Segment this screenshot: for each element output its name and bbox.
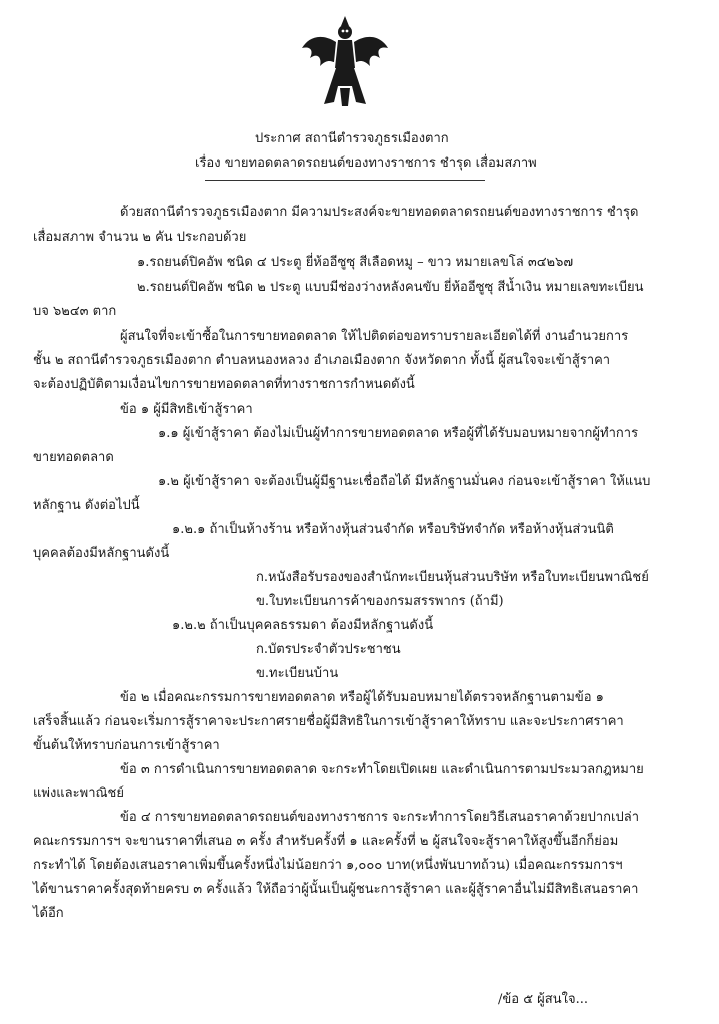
clause-sub-item: ก.หนังสือรับรองของสำนักทะเบียนหุ้นส่วนบริษัท หรือใบทะเบียนพาณิชย์ <box>256 570 649 585</box>
paragraph-line: จะต้องปฏิบัติตามเงื่อนไขการขายทอดตลาดที่ทางราชการกำหนดดังนี้ <box>33 377 415 392</box>
clause-line: ขั้นต้นให้ทราบก่อนการเข้าสู้ราคา <box>33 738 220 753</box>
clause-heading: ข้อ ๑ ผู้มีสิทธิเข้าสู้ราคา <box>120 402 253 417</box>
clause-line: ๑.๑ ผู้เข้าสู้ราคา ต้องไม่เป็นผู้ทำการขายทอดตลาด หรือผู้ที่ได้รับมอบหมายจากผู้ทำการ <box>158 426 639 441</box>
clause-line: แพ่งและพาณิชย์ <box>33 786 124 801</box>
announcement-heading: ประกาศ สถานีตำรวจภูธรเมืองตาก <box>255 131 449 146</box>
list-item: ๒.รถยนต์ปิคอัพ ชนิด ๒ ประตู แบบมีช่องว่างหลังคนขับ ยี่ห้ออีซูซุ สีน้ำเงิน หมายเลขทะเบียน <box>137 280 644 295</box>
clause-line: ๑.๒.๒ ถ้าเป็นบุคคลธรรมดา ต้องมีหลักฐานดังนี้ <box>172 618 434 633</box>
clause-line: ข้อ ๓ การดำเนินการขายทอดตลาด จะกระทำโดยเปิดเผย และดำเนินการตามประมวลกฎหมาย <box>120 762 644 777</box>
clause-line: คณะกรรมการฯ จะขานราคาที่เสนอ ๓ ครั้ง สำหรับครั้งที่ ๑ และครั้งที่ ๒ ผู้สนใจจะสู้ราคาให้สูงขึ้นอีกก็ย่อม <box>33 834 619 849</box>
clause-sub-item: ก.บัตรประจำตัวประชาชน <box>256 642 401 657</box>
paragraph-line: ชั้น ๒ สถานีตำรวจภูธรเมืองตาก ตำบลหนองหลวง อำเภอเมืองตาก จังหวัดตาก ทั้งนี้ ผู้สนใจจะเข้าสู้ราคา <box>33 353 611 368</box>
clause-line: เสร็จสิ้นแล้ว ก่อนจะเริ่มการสู้ราคาจะประกาศรายชื่อผู้มีสิทธิในการเข้าสู้ราคาให้ทราบ และจะประกาศราคา <box>33 714 624 729</box>
clause-sub-item: ข.ทะเบียนบ้าน <box>256 666 339 681</box>
clause-line: หลักฐาน ดังต่อไปนี้ <box>33 498 140 513</box>
continuation-note: /ข้อ ๕ ผู้สนใจ... <box>498 992 588 1007</box>
clause-line: ขายทอดตลาด <box>33 450 114 465</box>
clause-line: ๑.๒ ผู้เข้าสู้ราคา จะต้องเป็นผู้มีฐานะเชื่อถือได้ มีหลักฐานมั่นคง ก่อนจะเข้าสู้ราคา ให้แนบ <box>158 474 651 489</box>
clause-sub-item: ข.ใบทะเบียนการค้าของกรมสรรพากร (ถ้ามี) <box>256 594 504 609</box>
subject-heading: เรื่อง ขายทอดตลาดรถยนต์ของทางราชการ ชำรุด เสื่อมสภาพ <box>195 156 537 171</box>
paragraph-line: ผู้สนใจที่จะเข้าซื้อในการขายทอดตลาด ให้ไปติดต่อขอทราบรายละเอียดได้ที่ งานอำนวยการ <box>120 329 629 344</box>
clause-line: บุคคลต้องมีหลักฐานดังนี้ <box>33 546 170 561</box>
garuda-emblem-icon <box>300 12 390 108</box>
clause-line: ข้อ ๒ เมื่อคณะกรรมการขายทอดตลาด หรือผู้ได้รับมอบหมายได้ตรวจหลักฐานตามข้อ ๑ <box>120 690 604 705</box>
clause-line: ๑.๒.๑ ถ้าเป็นห้างร้าน หรือห้างหุ้นส่วนจำกัด หรือบริษัทจำกัด หรือห้างหุ้นส่วนนิติ <box>172 522 614 537</box>
header-divider <box>205 180 485 181</box>
paragraph-line: เสื่อมสภาพ จำนวน ๒ คัน ประกอบด้วย <box>33 230 247 245</box>
clause-line: ข้อ ๔ การขายทอดตลาดรถยนต์ของทางราชการ จะกระทำการโดยวิธีเสนอราคาด้วยปากเปล่า <box>120 810 640 825</box>
clause-line: ได้ขานราคาครั้งสุดท้ายครบ ๓ ครั้งแล้ว ให้ถือว่าผู้นั้นเป็นผู้ชนะการสู้ราคา และผู้สู้ราคาอื่นไม่มีสิทธิเสนอราคา <box>33 882 639 897</box>
list-item: ๑.รถยนต์ปิคอัพ ชนิด ๔ ประตู ยี่ห้ออีซูซุ สีเลือดหมู – ขาว หมายเลขโล่ ๓๔๒๖๗ <box>137 255 574 270</box>
list-item: บจ ๖๒๔๓ ตาก <box>33 304 117 319</box>
paragraph-line: ด้วยสถานีตำรวจภูธรเมืองตาก มีความประสงค์จะขายทอดตลาดรถยนต์ของทางราชการ ชำรุด <box>120 205 639 220</box>
clause-line: กระทำได้ โดยต้องเสนอราคาเพิ่มขึ้นครั้งหนึ่งไม่น้อยกว่า ๑,๐๐๐ บาท(หนึ่งพันบาทถ้วน) เมื่อคณะกรรมการฯ <box>33 858 623 873</box>
clause-line: ได้อีก <box>33 906 64 921</box>
